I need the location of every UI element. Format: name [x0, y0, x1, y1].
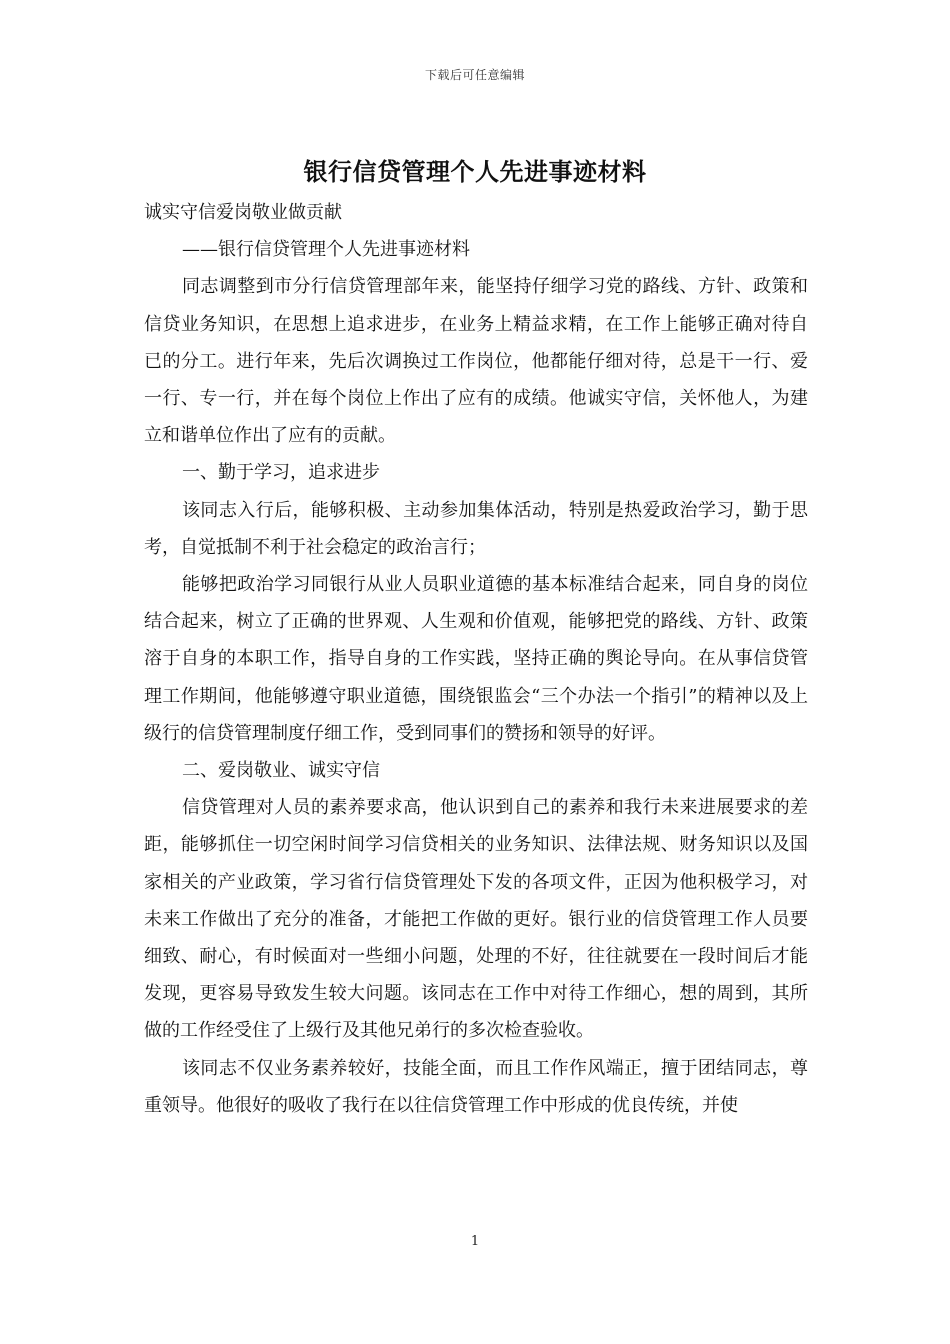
- subtitle-paragraph: 诚实守信爱岗敬业做贡献: [144, 202, 342, 223]
- section-heading: 二、爱岗敬业、诚实守信: [182, 760, 380, 782]
- document-body: [144, 194, 808, 1124]
- body-paragraph: 能够把政治学习同银行从业人员职业道德的基本标准结合起来，同自身的岗位结合起来，树立了正确的世界观、人生观和价值观，能够把党的路线、方针、政策溶于自身的本职工作，指导自身的工作实践，坚持正确的舆论导向。在从事信贷管理工作期间，他能够遵守职业道德，围绕银监会“三个办法一个指引”的精神以及上级行的信贷管理制度仔细工作，受到同事们的赞扬和领导的好评。: [144, 574, 808, 744]
- subtitle-dash-paragraph: ——银行信贷管理个人先进事迹材料: [182, 239, 470, 261]
- document-title: 银行信贷管理个人先进事迹材料: [303, 157, 647, 186]
- body-paragraph: 该同志不仅业务素养较好，技能全面，而且工作作风端正，擅于团结同志，尊重领导。他很好的吸收了我行在以往信贷管理工作中形成的优良传统，并使: [144, 1057, 808, 1116]
- section-heading: 一、勤于学习，追求进步: [182, 462, 380, 484]
- body-paragraph: 信贷管理对人员的素养要求高，他认识到自己的素养和我行未来进展要求的差距，能够抓住一切空闲时间学习信贷相关的业务知识、法律法规、财务知识以及国家相关的产业政策，学习省行信贷管理处下发的各项文件，正因为他积极学习，对未来工作做出了充分的准备，才能把工作做的更好。银行业的信贷管理工作人员要细致、耐心，有时候面对一些细小问题，处理的不好，往往就要在一段时间后才能发现，更容易导致发生较大问题。该同志在工作中对待工作细心，想的周到，其所做的工作经受住了上级行及其他兄弟行的多次检查验收。: [144, 797, 808, 1042]
- page-number: 1: [470, 1234, 480, 1249]
- body-paragraph: 该同志入行后，能够积极、主动参加集体活动，特别是热爱政治学习，勤于思考，自觉抵制不利于社会稳定的政治言行；: [144, 499, 808, 558]
- body-paragraph: 同志调整到市分行信贷管理部年来，能坚持仔细学习党的路线、方针、政策和信贷业务知识，在思想上追求进步，在业务上精益求精，在工作上能够正确对待自已的分工。进行年来，先后次调换过工作岗位，他都能仔细对待，总是干一行、爱一行、专一行，并在每个岗位上作出了应有的成绩。他诚实守信，关怀他人，为建立和谐单位作出了应有的贡献。: [144, 276, 808, 447]
- header-note: 下载后可任意编辑: [424, 68, 525, 82]
